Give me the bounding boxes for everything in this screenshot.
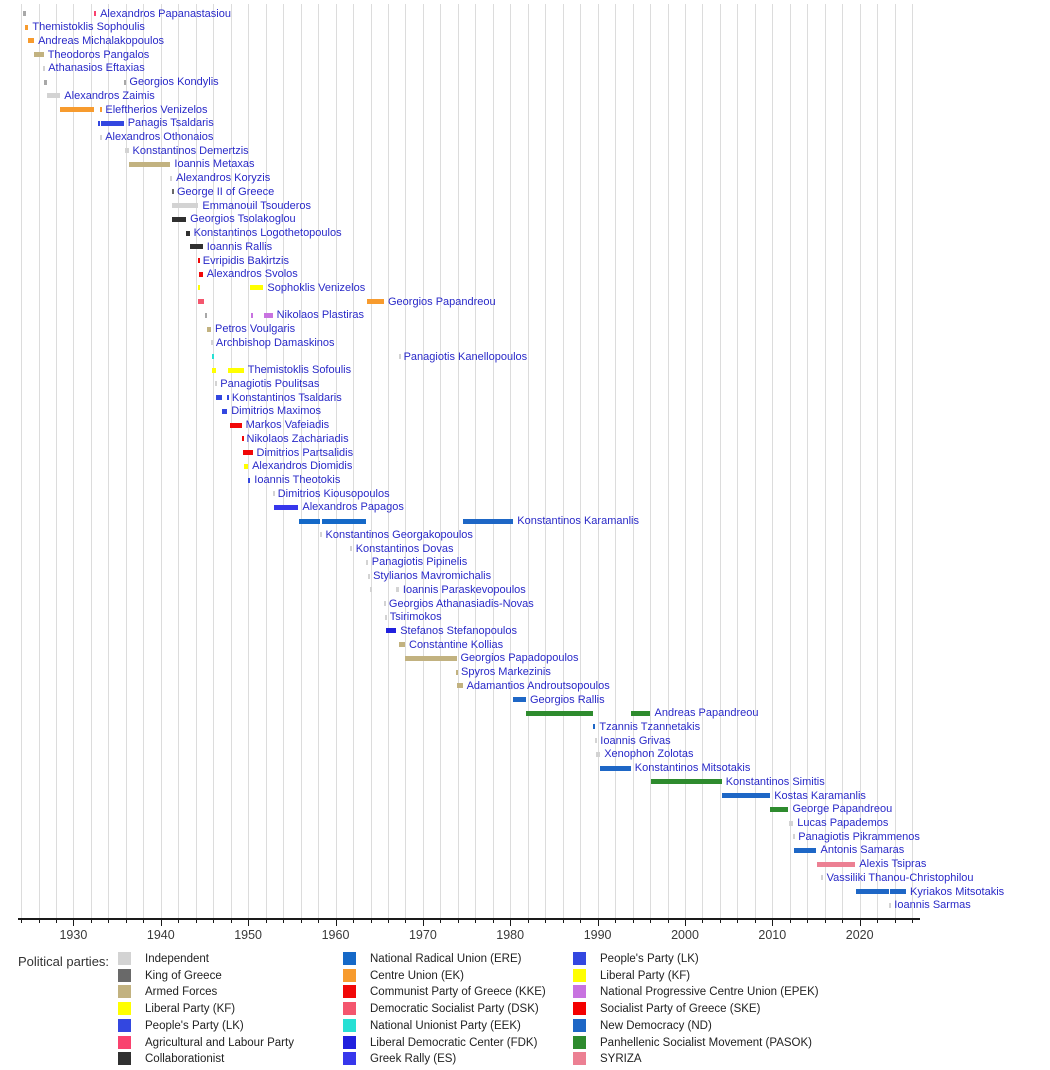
- pm-label: Ioannis Sarmas: [894, 899, 971, 912]
- term-bar: [350, 546, 352, 551]
- pm-label: Markos Vafeiadis: [245, 419, 330, 432]
- pm-label: Andreas Papandreou: [654, 707, 759, 720]
- term-bar: [244, 464, 248, 469]
- pm-label: Panagiotis Kanellopoulos: [403, 350, 528, 363]
- legend-swatch-eek: [343, 1019, 356, 1032]
- legend-swatch-collab: [118, 1052, 131, 1065]
- term-bar: [322, 519, 366, 524]
- term-bar: [172, 189, 174, 194]
- term-bar: [222, 409, 227, 414]
- term-bar: [595, 738, 597, 743]
- pm-label: Adamantios Androutsopoulos: [466, 679, 610, 692]
- axis-minor-tick: [790, 920, 791, 923]
- term-bar: [789, 821, 794, 826]
- pm-label: Dimitrios Kiousopoulos: [277, 487, 390, 500]
- term-bar: [593, 724, 595, 729]
- term-bar: [94, 11, 96, 16]
- legend-swatch-epek: [573, 985, 586, 998]
- term-bar: [793, 834, 795, 839]
- term-bar: [399, 354, 401, 359]
- pm-label: Themistoklis Sophoulis: [32, 21, 145, 34]
- legend-label: Collaborationist: [145, 1053, 225, 1066]
- gridline: [458, 4, 459, 918]
- axis-minor-tick: [231, 920, 232, 923]
- pm-label: Georgios Kondylis: [129, 76, 219, 89]
- pm-label: Alexandros Papanastasiou: [100, 7, 231, 20]
- term-bar: [28, 38, 34, 43]
- legend-label: Democratic Socialist Party (DSK): [370, 1003, 539, 1016]
- axis-tick-label: 1990: [583, 928, 612, 942]
- axis-minor-tick: [178, 920, 179, 923]
- pm-label: Konstantinos Logothetopoulos: [193, 227, 342, 239]
- term-bar: [170, 176, 172, 181]
- pm-label: Alexandros Zaimis: [64, 89, 155, 102]
- term-bar: [596, 752, 600, 757]
- term-bar: [722, 793, 771, 798]
- gridline: [860, 4, 861, 918]
- gridline: [580, 4, 581, 918]
- term-bar: [186, 231, 190, 236]
- pm-label: Lucas Papademos: [797, 817, 889, 829]
- term-bar: [385, 615, 387, 620]
- legend-swatch-kke: [343, 985, 356, 998]
- pm-label: Evripidis Bakirtzis: [202, 254, 289, 267]
- axis-minor-tick: [755, 920, 756, 923]
- gridline: [877, 4, 878, 918]
- gridline: [912, 4, 913, 918]
- gridline: [231, 4, 232, 918]
- term-bar: [101, 121, 123, 126]
- term-bar: [205, 313, 208, 318]
- axis-baseline: [18, 918, 920, 920]
- term-bar: [47, 93, 61, 98]
- term-bar: [60, 107, 94, 112]
- term-bar: [124, 80, 126, 85]
- term-bar: [396, 587, 399, 592]
- gridline: [56, 4, 57, 918]
- legend-swatch-king: [118, 969, 131, 982]
- term-bar: [23, 11, 26, 16]
- term-bar: [212, 368, 216, 373]
- legend-swatch-lk: [118, 1019, 131, 1032]
- pm-label: Konstantinos Georgakopoulos: [325, 528, 473, 541]
- axis-minor-tick: [912, 920, 913, 923]
- legend-swatch-es: [343, 1052, 356, 1065]
- legend-label: Liberal Democratic Center (FDK): [370, 1036, 538, 1049]
- term-bar: [770, 807, 788, 812]
- term-bar: [198, 258, 200, 263]
- pm-label: Konstantinos Simitis: [725, 775, 825, 788]
- pm-label: Alexandros Koryzis: [176, 172, 271, 185]
- gridline: [388, 4, 389, 918]
- axis-minor-tick: [108, 920, 109, 923]
- legend-swatch-independent: [118, 952, 131, 965]
- pm-label: Stylianos Mavromichalis: [373, 570, 492, 582]
- pm-label: Panagiotis Pipinelis: [371, 556, 468, 569]
- term-bar: [216, 395, 223, 400]
- axis-minor-tick: [213, 920, 214, 923]
- term-bar: [463, 519, 514, 524]
- axis-tick-label: 1960: [321, 928, 350, 942]
- pm-label: Tzannis Tzannetakis: [599, 720, 701, 733]
- term-bar: [456, 670, 458, 675]
- term-bar: [817, 862, 856, 867]
- term-bar: [227, 395, 229, 400]
- axis-minor-tick: [318, 920, 319, 923]
- legend-label: New Democracy (ND): [600, 1019, 712, 1032]
- axis-minor-tick: [266, 920, 267, 923]
- pm-label: Konstantinos Dovas: [355, 542, 454, 555]
- axis-minor-tick: [807, 920, 808, 923]
- term-bar: [320, 532, 322, 537]
- term-bar: [198, 299, 204, 304]
- term-bar: [199, 272, 203, 277]
- axis-minor-tick: [39, 920, 40, 923]
- pm-label: Nikolaos Plastiras: [276, 309, 365, 322]
- pm-label: Georgios Athanasiadis-Novas: [388, 597, 534, 610]
- legend-swatch-armed: [118, 985, 131, 998]
- term-bar: [211, 340, 213, 345]
- term-bar: [198, 285, 200, 290]
- gridline: [73, 4, 74, 918]
- axis-major-tick: [685, 920, 686, 926]
- gridline: [545, 4, 546, 918]
- axis-minor-tick: [825, 920, 826, 923]
- pm-label: Alexandros Svolos: [206, 268, 298, 281]
- legend-swatch-ek: [343, 969, 356, 982]
- pm-label: Xenophon Zolotas: [604, 748, 694, 761]
- term-bar: [207, 327, 211, 332]
- axis-tick-label: 1950: [234, 928, 262, 942]
- term-bar: [273, 491, 275, 496]
- term-bar: [242, 436, 244, 441]
- term-bar: [366, 560, 368, 565]
- pm-label: Theodoros Pangalos: [47, 48, 150, 61]
- pm-label: Panagiotis Poulitsas: [220, 377, 320, 390]
- pm-label: Panagiotis Pikrammenos: [798, 830, 920, 843]
- term-bar: [368, 574, 370, 579]
- term-bar: [890, 889, 906, 894]
- pm-label: Kyriakos Mitsotakis: [910, 885, 1005, 898]
- pm-label: Ioannis Metaxas: [174, 158, 255, 171]
- term-bar: [228, 368, 244, 373]
- pm-label: Tsirimokos: [389, 611, 442, 624]
- pm-label: Georgios Papandreou: [388, 295, 496, 308]
- gridline: [405, 4, 406, 918]
- axis-major-tick: [510, 920, 511, 926]
- term-bar: [212, 354, 214, 359]
- legend-label: People's Party (LK): [600, 953, 699, 965]
- axis-minor-tick: [143, 920, 144, 923]
- gridline: [615, 4, 616, 918]
- axis-minor-tick: [388, 920, 389, 923]
- gridline: [528, 4, 529, 918]
- axis-minor-tick: [895, 920, 896, 923]
- axis-minor-tick: [615, 920, 616, 923]
- legend-label: National Radical Union (ERE): [370, 953, 522, 965]
- term-bar: [248, 478, 250, 483]
- axis-minor-tick: [668, 920, 669, 923]
- legend-swatch-lk: [573, 952, 586, 965]
- pm-label: Ioannis Paraskevopoulos: [402, 583, 526, 596]
- term-bar: [631, 711, 651, 716]
- pm-label: Nikolaos Zachariadis: [246, 432, 349, 445]
- legend-swatch-pasok: [573, 1036, 586, 1049]
- term-bar: [125, 148, 129, 153]
- legend-label: Socialist Party of Greece (SKE): [600, 1003, 761, 1016]
- gridline: [633, 4, 634, 918]
- term-bar: [250, 285, 263, 290]
- axis-minor-tick: [458, 920, 459, 923]
- axis-minor-tick: [877, 920, 878, 923]
- pm-label: Athanasios Eftaxias: [48, 62, 145, 75]
- axis-major-tick: [598, 920, 599, 926]
- axis-tick-label: 1930: [59, 928, 88, 942]
- pm-label: George II of Greece: [177, 185, 275, 198]
- term-bar: [821, 875, 823, 880]
- legend-label: Liberal Party (KF): [600, 969, 691, 982]
- axis-minor-tick: [720, 920, 721, 923]
- axis-major-tick: [336, 920, 337, 926]
- pm-label: Alexis Tsipras: [859, 858, 927, 871]
- axis-tick-label: 1980: [496, 928, 525, 942]
- pm-label: Georgios Rallis: [530, 693, 605, 706]
- axis-minor-tick: [301, 920, 302, 923]
- gridline: [440, 4, 441, 918]
- pm-label: Vassiliki Thanou-Christophilou: [826, 871, 974, 884]
- term-bar: [651, 779, 722, 784]
- axis-minor-tick: [126, 920, 127, 923]
- axis-minor-tick: [56, 920, 57, 923]
- term-bar: [889, 903, 891, 908]
- legend-swatch-dsk: [343, 1002, 356, 1015]
- pm-label: Stefanos Stefanopoulos: [400, 624, 517, 637]
- term-bar: [370, 587, 372, 592]
- legend-label: People's Party (LK): [145, 1019, 244, 1032]
- pm-label: Themistoklis Sofoulis: [247, 364, 352, 377]
- term-bar: [600, 766, 631, 771]
- pm-label: Constantine Kollias: [409, 638, 504, 651]
- axis-minor-tick: [545, 920, 546, 923]
- axis-tick-label: 2020: [845, 928, 874, 942]
- term-bar: [251, 313, 254, 318]
- axis-minor-tick: [633, 920, 634, 923]
- axis-minor-tick: [737, 920, 738, 923]
- pm-label: Emmanouil Tsouderos: [202, 199, 312, 212]
- term-bar: [129, 162, 171, 167]
- pm-label: Konstantinos Karamanlis: [517, 515, 639, 528]
- pm-label: Kostas Karamanlis: [774, 789, 866, 802]
- gridline: [510, 4, 511, 918]
- gridline: [493, 4, 494, 918]
- legend-label: King of Greece: [145, 969, 222, 982]
- gridline: [371, 4, 372, 918]
- legend-swatch-agr: [118, 1036, 131, 1049]
- axis-minor-tick: [528, 920, 529, 923]
- legend-swatch-kf: [118, 1002, 131, 1015]
- gridline: [563, 4, 564, 918]
- term-bar: [98, 121, 100, 126]
- legend-label: National Progressive Centre Union (EPEK): [600, 986, 819, 999]
- axis-minor-tick: [91, 920, 92, 923]
- pm-label: Archbishop Damaskinos: [215, 336, 335, 349]
- term-bar: [856, 889, 890, 894]
- axis-minor-tick: [353, 920, 354, 923]
- gridline: [39, 4, 40, 918]
- pm-label: George Papandreou: [792, 803, 893, 816]
- axis-minor-tick: [650, 920, 651, 923]
- pm-label: Konstantinos Mitsotakis: [634, 762, 751, 775]
- legend-label: National Unionist Party (EEK): [370, 1019, 521, 1032]
- legend-label: Armed Forces: [145, 986, 218, 999]
- term-bar: [274, 505, 299, 510]
- term-bar: [264, 313, 273, 318]
- axis-minor-tick: [21, 920, 22, 923]
- axis-minor-tick: [440, 920, 441, 923]
- axis-minor-tick: [405, 920, 406, 923]
- pm-label: Eleftherios Venizelos: [105, 103, 208, 116]
- legend-label: Independent: [145, 953, 209, 965]
- term-bar: [25, 25, 28, 30]
- pm-label: Dimitrios Maximos: [231, 405, 322, 418]
- term-bar: [43, 66, 45, 71]
- gridline: [842, 4, 843, 918]
- legend-label: Greek Rally (ES): [370, 1053, 457, 1066]
- pm-label: Ioannis Theotokis: [254, 474, 341, 486]
- legend-swatch-ere: [343, 952, 356, 965]
- pm-label: Alexandros Diomidis: [252, 460, 353, 473]
- axis-minor-tick: [493, 920, 494, 923]
- pm-label: Ioannis Grivas: [600, 734, 671, 747]
- pm-label: Spyros Markezinis: [461, 666, 551, 679]
- legend-label: Agricultural and Labour Party: [145, 1036, 294, 1049]
- pm-label: Konstantinos Tsaldaris: [231, 391, 342, 404]
- pm-label: Alexandros Othonaios: [105, 131, 214, 143]
- term-bar: [230, 423, 241, 428]
- axis-tick-label: 2000: [671, 928, 699, 942]
- pm-label: Alexandros Papagos: [302, 501, 404, 514]
- gridline: [423, 4, 424, 918]
- gridline: [248, 4, 249, 918]
- term-bar: [513, 697, 526, 702]
- term-bar: [405, 656, 457, 661]
- axis-major-tick: [161, 920, 162, 926]
- axis-major-tick: [772, 920, 773, 926]
- gridline: [91, 4, 92, 918]
- gridline: [475, 4, 476, 918]
- pm-label: Georgios Tsolakoglou: [190, 213, 296, 226]
- axis-major-tick: [860, 920, 861, 926]
- legend-label: SYRIZA: [600, 1053, 642, 1066]
- term-bar: [100, 135, 102, 140]
- term-bar: [386, 628, 397, 633]
- axis-minor-tick: [283, 920, 284, 923]
- term-bar: [399, 642, 405, 647]
- term-bar: [794, 848, 816, 853]
- legend-label: Centre Union (EK): [370, 969, 464, 982]
- legend-swatch-ske: [573, 1002, 586, 1015]
- legend-label: Communist Party of Greece (KKE): [370, 986, 546, 999]
- axis-minor-tick: [580, 920, 581, 923]
- term-bar: [526, 711, 593, 716]
- axis-tick-label: 2010: [758, 928, 787, 942]
- gridline: [598, 4, 599, 918]
- term-bar: [457, 683, 463, 688]
- axis-minor-tick: [563, 920, 564, 923]
- legend-swatch-nd: [573, 1019, 586, 1032]
- pm-label: Georgios Papadopoulos: [460, 652, 579, 665]
- axis-tick-label: 1940: [146, 928, 175, 942]
- pm-label: Petros Voulgaris: [215, 323, 296, 336]
- pm-label: Antonis Samaras: [820, 844, 905, 857]
- axis-major-tick: [73, 920, 74, 926]
- legend-swatch-kf: [573, 969, 586, 982]
- legend-label: Liberal Party (KF): [145, 1003, 236, 1016]
- term-bar: [100, 107, 102, 112]
- term-bar: [172, 217, 186, 222]
- pm-label: Andreas Michalakopoulos: [38, 34, 165, 47]
- term-bar: [367, 299, 384, 304]
- pm-label: Dimitrios Partsalidis: [256, 446, 354, 459]
- pm-label: Panagis Tsaldaris: [127, 117, 214, 130]
- axis-minor-tick: [196, 920, 197, 923]
- legend-swatch-syriza: [573, 1052, 586, 1065]
- pm-label: Konstantinos Demertzis: [132, 144, 249, 157]
- axis-minor-tick: [475, 920, 476, 923]
- gridline: [353, 4, 354, 918]
- axis-minor-tick: [371, 920, 372, 923]
- term-bar: [172, 203, 198, 208]
- term-bar: [34, 52, 44, 57]
- pm-label: Sophoklis Venizelos: [267, 281, 366, 294]
- term-bar: [190, 244, 203, 249]
- term-bar: [384, 601, 386, 606]
- term-bar: [299, 519, 320, 524]
- axis-tick-label: 1970: [408, 928, 437, 942]
- term-bar: [44, 80, 47, 85]
- term-bar: [215, 381, 217, 386]
- gridline: [21, 4, 22, 918]
- legend-swatch-fdk: [343, 1036, 356, 1049]
- axis-major-tick: [423, 920, 424, 926]
- legend-label: Panhellenic Socialist Movement (PASOK): [600, 1036, 812, 1049]
- axis-minor-tick: [702, 920, 703, 923]
- axis-major-tick: [248, 920, 249, 926]
- term-bar: [243, 450, 253, 455]
- pm-label: Ioannis Rallis: [206, 240, 273, 253]
- legend-title: Political parties:: [18, 954, 110, 969]
- axis-minor-tick: [842, 920, 843, 923]
- gridline: [895, 4, 896, 918]
